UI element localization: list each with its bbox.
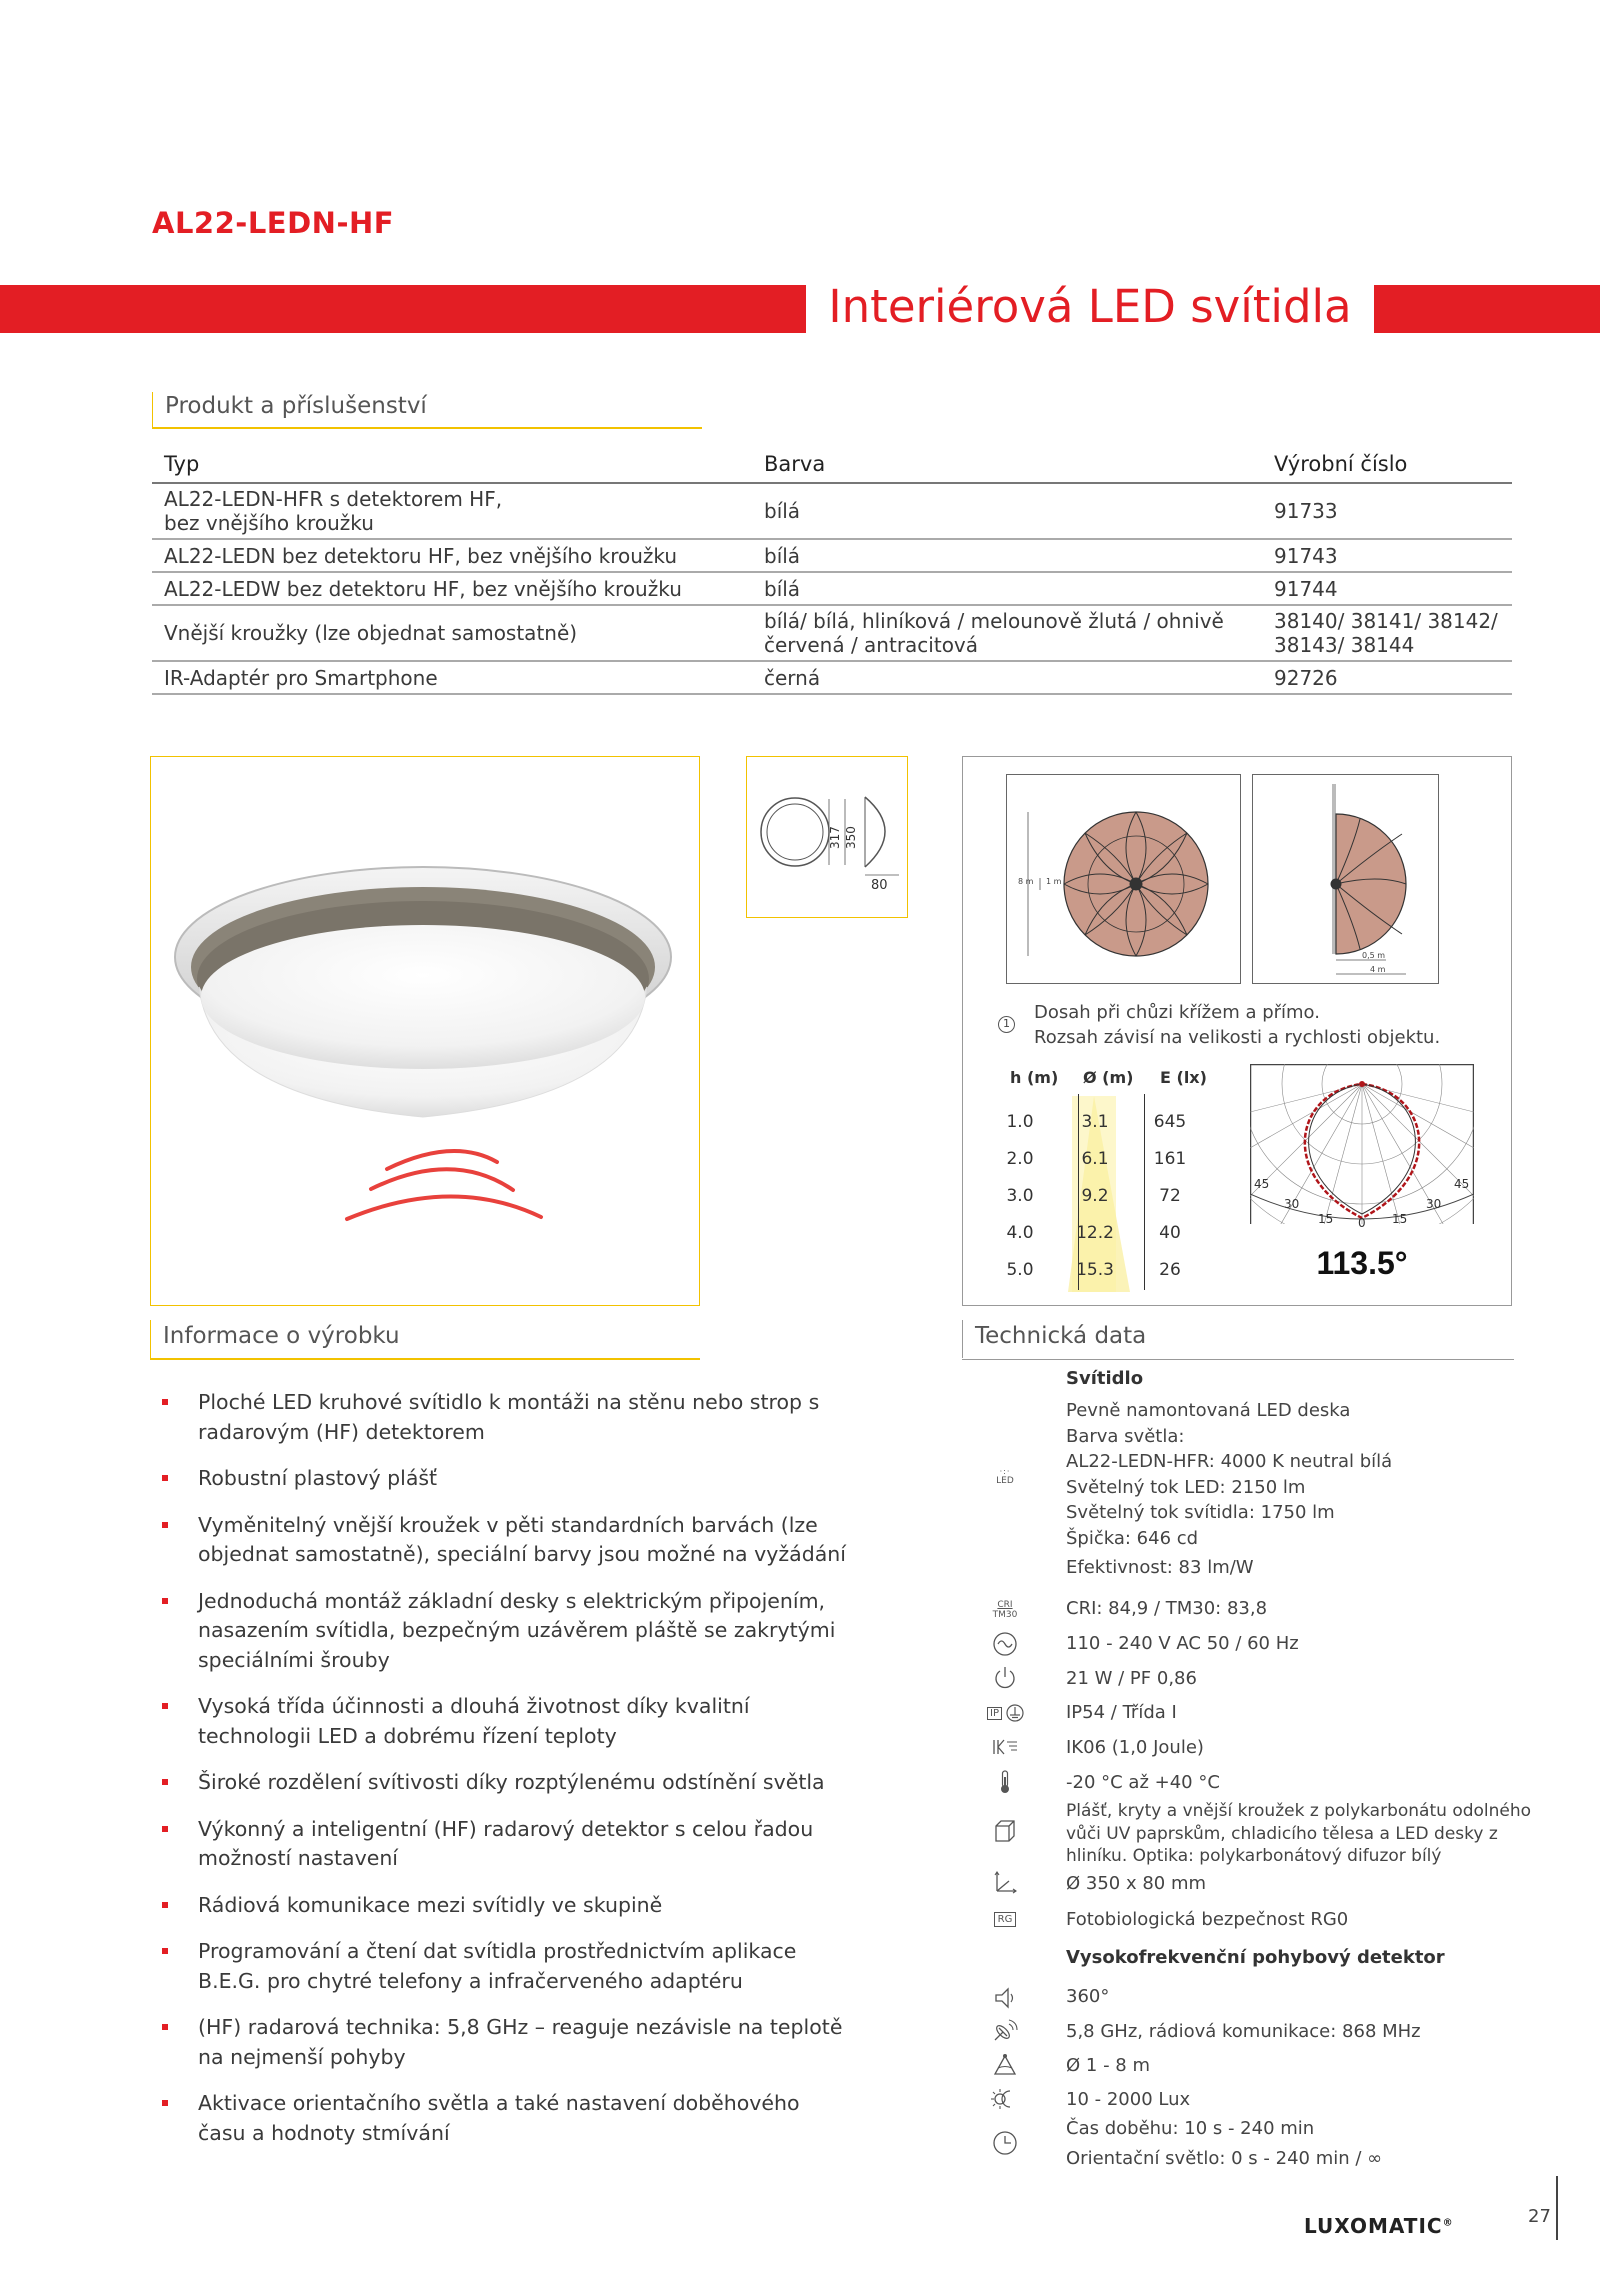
polar-label-30-left: 30 [1284,1197,1300,1211]
power-value: 21 W / PF 0,86 [1066,1668,1197,1689]
voltage-value: 110 - 240 V AC 50 / 60 Hz [1066,1633,1299,1654]
polar-label-0: 0 [1358,1216,1366,1230]
lux-col-e: E (lx) [1160,1068,1207,1087]
cri-icon-text: CRI [997,1600,1013,1610]
angle-value: 360° [1066,1986,1110,2007]
impact-icon [988,1734,1022,1760]
cell-color: bílá/ bílá, hliníková / melounově žlutá / ohnivě červená / antracitová [752,605,1262,661]
led-line: Barva světla: [1066,1425,1185,1447]
list-item: Vyměnitelný vnější kroužek v pěti standardních barvách (lze objednat samostatně), speciální barvy jsou možné na vyžádání [158,1511,848,1570]
brand-name: LUXOMATIC [1304,2214,1443,2238]
cri-value: CRI: 84,9 / TM30: 83,8 [1066,1598,1268,1619]
range-icon [988,2052,1022,2078]
dimensions-value: Ø 350 x 80 mm [1066,1873,1207,1894]
polar-label-45-right: 45 [1454,1177,1470,1191]
tech-heading: Technická data [962,1320,1146,1358]
cell-type: Vnější kroužky (lze objednat samostatně) [152,605,752,661]
luminaire-photo [151,757,699,1305]
cell-type: IR-Adaptér pro Smartphone [152,661,752,694]
lux-threshold-icon [988,2086,1022,2112]
lux-cell: 645 [1153,1112,1187,1132]
polar-distribution-diagram [1250,1064,1474,1290]
detection-angle-icon [988,1985,1022,2011]
led-icon-text: LED [996,1475,1014,1486]
lux-col-h: h (m) [1010,1068,1059,1087]
cell-code: 92726 [1262,661,1512,694]
table-row [152,605,1512,661]
ip-class-icon [984,1700,1028,1726]
col-code: Výrobní číslo [1262,448,1512,483]
lux-col-divider [1144,1094,1145,1290]
polar-label-45-left: 45 [1254,1177,1270,1191]
tech-heading-underline [962,1359,1514,1360]
info-list [158,1388,848,2165]
wave-arc [371,1169,513,1190]
lux-cell: 9.2 [1081,1186,1109,1206]
list-item: Robustní plastový plášť [158,1464,848,1494]
wave-arc [387,1151,497,1169]
dimension-drawing-frame [746,756,908,918]
lux-cell: 6.1 [1081,1149,1109,1169]
cell-code: 91733 [1262,483,1512,539]
product-photo-frame [150,756,700,1306]
time-value-1: Čas doběhu: 10 s - 240 min [1066,2118,1315,2139]
thermometer-icon [988,1769,1022,1795]
lux-col-divider [1078,1094,1079,1290]
lux-cell: 26 [1159,1260,1181,1280]
range-label-4m: 4 m [1370,965,1386,974]
detection-area-top-view [1006,774,1241,984]
cell-color: bílá [752,572,1262,605]
products-table-header [152,448,1512,483]
products-heading-underline [152,427,702,429]
lux-value: 10 - 2000 Lux [1066,2089,1191,2110]
list-item: Aktivace orientačního světla a také nastavení doběhového času a hodnoty stmívání [158,2089,848,2148]
lux-col-d: Ø (m) [1083,1068,1134,1087]
tm30-icon-text: TM30 [992,1610,1018,1620]
lux-cell: 161 [1153,1149,1187,1169]
led-line: Světelný tok svítidla: 1750 lm [1066,1502,1335,1523]
table-row [152,572,1512,605]
info-heading: Informace o výrobku [150,1320,400,1358]
detector-note-line1: Dosah při chůzi křížem a přímo. [1034,1002,1320,1023]
col-color: Barva [752,448,1262,483]
led-specs [1066,1398,1392,1581]
range-value: Ø 1 - 8 m [1066,2055,1150,2076]
list-item: Vysoká třída účinnosti a dlouhá životnost díky kvalitní technologii LED a dobrému řízení teploty [158,1692,848,1751]
list-item: Jednoduchá montáž základní desky s elektrickým připojením, nasazením svítidla, bezpečným uzávěrem pláště se zakrytými speciálními šrouby [158,1587,848,1676]
polar-label-15-right: 15 [1392,1212,1408,1226]
luminaire-title: Svítidlo [1066,1368,1144,1389]
dim-80: 80 [871,878,888,893]
cell-code: 91744 [1262,572,1512,605]
ik-value: IK06 (1,0 Joule) [1066,1737,1204,1758]
frequency-value: 5,8 GHz, rádiová komunikace: 868 MHz [1066,2021,1421,2042]
lux-cell: 40 [1159,1223,1181,1243]
material-value: Plášť, kryty a vnější kroužek z polykarbonátu odolného vůči UV paprskům, chladicího tělesa a LED desky z hliníku. Optika: polykarbonátový difuzor bílý [1066,1801,1532,1866]
beam-angle: 113.5° [1316,1245,1408,1281]
model-name: AL22-LEDN-HF [152,206,395,240]
rg-icon-text: RG [994,1912,1017,1927]
cell-type: AL22-LEDW bez detektoru HF, bez vnějšího kroužku [152,572,752,605]
list-item: Programování a čtení dat svítidla prostřednictvím aplikace B.E.G. pro chytré telefony a infračerveného adaptéru [158,1937,848,1996]
led-icon: ·:· LED [996,1466,1014,1486]
cell-code: 91743 [1262,539,1512,572]
led-line: Světelný tok LED: 2150 lm [1066,1476,1306,1498]
photobio-icon [988,1906,1022,1932]
detector-title: Vysokofrekvenční pohybový detektor [1066,1947,1445,1968]
cell-type: AL22-LEDN-HFR s detektorem HF, bez vnějšího kroužku [152,483,752,539]
list-item: Rádiová komunikace mezi svítidly ve skupině [158,1891,848,1921]
timer-values [1066,2116,1382,2171]
page-divider [1556,2176,1558,2240]
dim-317: 317 [828,826,842,849]
lux-cell: 5.0 [1006,1260,1034,1280]
lux-cell: 72 [1159,1186,1181,1206]
note-number-icon: 1 [998,1016,1015,1033]
polar-label-30-right: 30 [1426,1197,1442,1211]
wave-arc [347,1196,541,1219]
list-item: Ploché LED kruhové svítidlo k montáži na stěnu nebo strop s radarovým (HF) detektorem [158,1388,848,1447]
time-value-2: Orientační světlo: 0 s - 240 min / ∞ [1066,2147,1383,2169]
cell-color: bílá [752,483,1262,539]
led-line: AL22-LEDN-HFR: 4000 K neutral bílá [1066,1451,1393,1472]
polar-label-15-left: 15 [1318,1212,1334,1226]
ip-value: IP54 / Třída I [1066,1702,1177,1723]
cell-color: černá [752,661,1262,694]
products-table [152,448,1512,695]
ip-icon-text: IP [987,1707,1002,1720]
detector-note [1034,1000,1440,1050]
products-heading: Produkt a příslušenství [152,392,427,428]
photobio-value: Fotobiologická bezpečnost RG0 [1066,1909,1349,1930]
dimension-drawing [747,757,907,917]
brand-reg: ® [1442,2217,1454,2229]
banner-bar-right [1374,285,1600,333]
detection-area-side-view [1252,774,1439,984]
range-label-05m: 0,5 m [1362,951,1386,960]
led-line: Pevně namontovaná LED deska [1066,1400,1351,1421]
cri-icon [988,1597,1022,1623]
dimensions-icon [988,1870,1022,1896]
table-row [152,539,1512,572]
info-heading-underline [150,1358,700,1360]
lux-cell: 3.1 [1081,1112,1109,1132]
detector-note-line2: Rozsah závisí na velikosti a rychlosti objektu. [1034,1027,1441,1048]
cell-color: bílá [752,539,1262,572]
power-icon [988,1665,1022,1691]
dim-350: 350 [844,826,858,849]
lux-cell: 4.0 [1006,1223,1034,1243]
lux-cell: 12.2 [1076,1223,1114,1243]
material-icon [988,1818,1022,1844]
range-label-8m: 8 m [1018,877,1034,886]
lux-cell: 2.0 [1006,1149,1034,1169]
lux-cell: 15.3 [1076,1260,1114,1280]
timer-icon [988,2130,1022,2156]
col-type: Typ [152,448,752,483]
led-line: Efektivnost: 83 lm/W [1066,1557,1254,1578]
cell-code: 38140/ 38141/ 38142/ 38143/ 38144 [1262,605,1512,661]
banner-title: Interiérová LED svítidla [806,272,1374,342]
list-item: Široké rozdělení svítivosti díky rozptýlenému odstínění světla [158,1768,848,1798]
brand-logo [1304,2214,1454,2238]
ac-voltage-icon [988,1631,1022,1657]
list-item: Výkonný a inteligentní (HF) radarový detektor s celou řadou možností nastavení [158,1815,848,1874]
lux-cell: 3.0 [1006,1186,1034,1206]
page-number: 27 [1528,2206,1551,2227]
temperature-value: -20 °C až +40 °C [1066,1772,1220,1793]
lux-cell: 1.0 [1006,1112,1034,1132]
cell-type: AL22-LEDN bez detektoru HF, bez vnějšího kroužku [152,539,752,572]
list-item: (HF) radarová technika: 5,8 GHz – reaguje nezávisle na teplotě na nejmenší pohyby [158,2013,848,2072]
range-label-1m: 1 m [1046,877,1062,886]
table-row [152,483,1512,539]
led-line: Špička: 646 cd [1066,1527,1199,1549]
banner-bar-left [0,285,806,333]
table-row [152,661,1512,694]
radio-frequency-icon [988,2018,1022,2044]
